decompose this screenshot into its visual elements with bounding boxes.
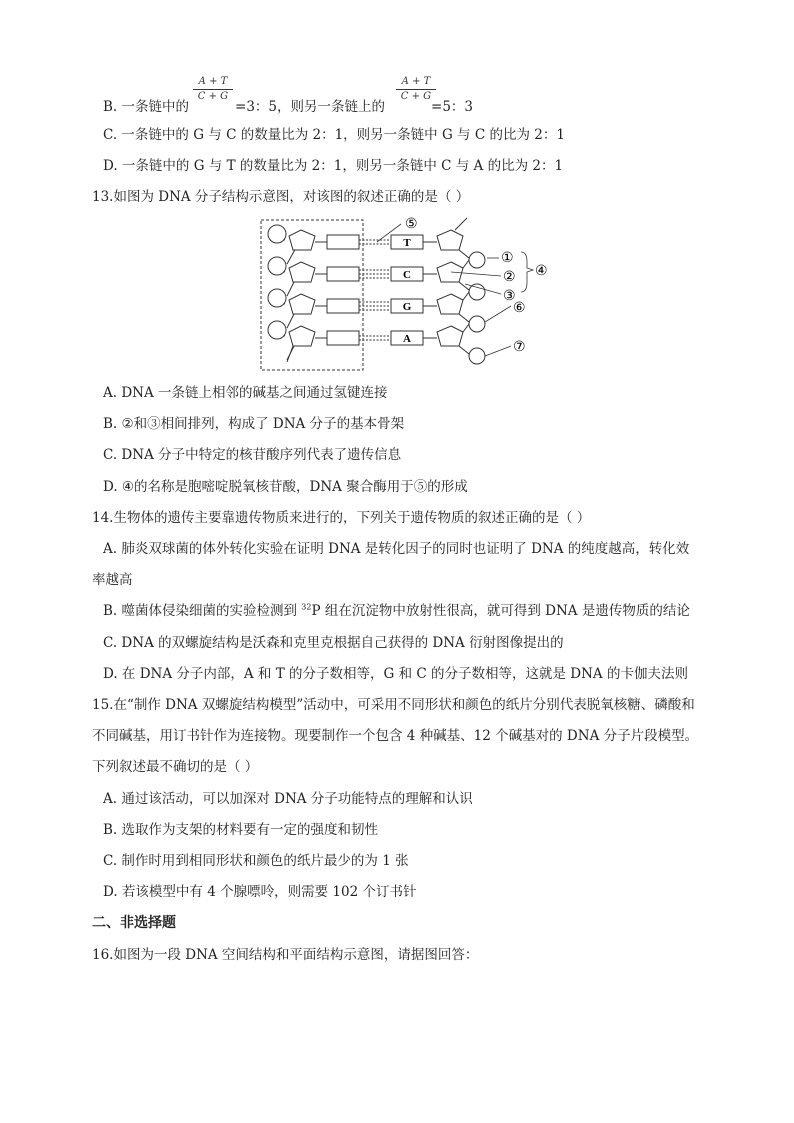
q15-option-b: B. 选取作为支架的材料要有一定的强度和韧性 — [103, 822, 379, 838]
right-phosphate-1 — [469, 252, 485, 268]
section-title: 二、非选择题 — [92, 915, 176, 931]
q15-option-a: A. 通过该活动，可以加深对 DNA 分子功能特点的理解和认识 — [103, 791, 473, 807]
dna-structure-diagram — [255, 214, 555, 376]
label-3: ③ — [503, 289, 516, 304]
q12-option-b-part3: =5：3 — [431, 99, 474, 115]
right-sugar-3 — [437, 294, 463, 314]
label-4: ④ — [535, 264, 548, 279]
q14-option-a-line2: 率越高 — [92, 572, 133, 588]
q14-option-d: D. 在 DNA 分子内部，A 和 T 的分子数相等，G 和 C 的分子数相等，这就是 DNA 的卡伽夫法则 — [103, 666, 688, 682]
label-5: ⑤ — [405, 217, 418, 232]
base-t: T — [403, 237, 411, 249]
left-phosphate-4 — [268, 321, 286, 339]
left-phosphate-2 — [268, 257, 286, 275]
q13-option-d: D. ④的名称是胞嘧啶脱氧核苷酸，DNA 聚合酶用于⑤的形成 — [103, 479, 468, 495]
fraction-1-denominator: C + G — [197, 91, 229, 102]
q15-stem-line2: 不同碱基，用订书针作为连接物。现要制作一个包含 4 种碱基、12 个碱基对的 DNA 分子片段模型。 — [92, 728, 699, 744]
fraction-2-bar — [396, 89, 436, 90]
fraction-2-numerator: A + T — [401, 76, 431, 87]
q15-option-c: C. 制作时用到相同形状和颜色的纸片最少的为 1 张 — [103, 853, 409, 869]
fraction-1-bar — [193, 89, 233, 90]
right-sugar-4 — [437, 326, 463, 346]
left-phosphate-1 — [268, 225, 286, 243]
q15-stem-line3: 下列叙述最不确切的是（ ） — [92, 759, 259, 775]
q14-option-b-pre: B. 噬菌体侵染细菌的实验检测到 — [103, 603, 302, 619]
base-c: C — [403, 269, 411, 281]
left-sugar-3 — [289, 294, 315, 314]
left-sugar-2 — [289, 262, 315, 282]
q12-option-b-part1: B. 一条链中的 — [103, 99, 190, 115]
base-g: G — [402, 301, 412, 313]
q13-option-b: B. ②和③相间排列，构成了 DNA 分子的基本骨架 — [103, 416, 405, 432]
q14-stem: 14.生物体的遗传主要靠遗传物质来进行的，下列关于遗传物质的叙述正确的是（ ） — [92, 510, 591, 526]
base-a: A — [403, 333, 411, 345]
right-sugar-2 — [437, 262, 463, 282]
label-7: ⑦ — [513, 340, 526, 355]
left-phosphate-3 — [268, 289, 286, 307]
q12-option-d: D. 一条链中的 G 与 T 的数量比为 2：1，则另一条链中 C 与 A 的比为 2：1 — [103, 158, 564, 174]
left-sugar-4 — [289, 326, 315, 346]
right-sugar-1 — [437, 230, 463, 250]
left-base-1 — [327, 235, 359, 249]
right-phosphate-4 — [469, 348, 485, 364]
q13-option-c: C. DNA 分子中特定的核苷酸序列代表了遗传信息 — [103, 447, 402, 463]
right-phosphate-2 — [469, 284, 485, 300]
q13-stem: 13.如图为 DNA 分子结构示意图，对该图的叙述正确的是（ ） — [92, 189, 470, 205]
q14-option-a-line1: A. 肺炎双球菌的体外转化实验在证明 DNA 是转化因子的同时也证明了 DNA 的纯度越高，转化效 — [103, 541, 690, 557]
left-strand — [268, 225, 359, 362]
label-6: ⑥ — [513, 301, 526, 316]
q14-option-c: C. DNA 的双螺旋结构是沃森和克里克根据自己获得的 DNA 衍射图像提出的 — [103, 635, 564, 651]
q14-option-b — [103, 602, 690, 620]
hydrogen-bonds — [359, 240, 391, 340]
q15-stem-line1: 15.在“制作 DNA 双螺旋结构模型”活动中，可采用不同形状和颜色的纸片分别代表脱氧核糖、磷酸和 — [92, 697, 695, 713]
left-sugar-1 — [289, 230, 315, 250]
left-base-4 — [327, 331, 359, 345]
left-base-3 — [327, 299, 359, 313]
label-1: ① — [501, 251, 514, 266]
q12-option-b-part2: =3：5，则另一条链上的 — [235, 99, 386, 115]
q12-option-c: C. 一条链中的 G 与 C 的数量比为 2：1，则另一条链中 G 与 C 的比为 2：1 — [103, 127, 565, 143]
q14-option-b-superscript: 32 — [301, 602, 312, 612]
right-phosphate-3 — [469, 316, 485, 332]
left-base-2 — [327, 267, 359, 281]
q16-stem: 16.如图为一段 DNA 空间结构和平面结构示意图，请据图回答： — [92, 947, 479, 963]
q15-option-d: D. 若该模型中有 4 个腺嘌呤，则需要 102 个订书针 — [103, 884, 417, 900]
fraction-2-denominator: C + G — [400, 91, 432, 102]
q14-option-b-post: P 组在沉淀物中放射性很高，就可得到 DNA 是遗传物质的结论 — [311, 603, 690, 619]
q13-option-a: A. DNA 一条链上相邻的碱基之间通过氢键连接 — [103, 385, 388, 401]
label-2: ② — [503, 270, 516, 285]
fraction-1-numerator: A + T — [198, 76, 228, 87]
q12-option-b — [103, 98, 473, 116]
